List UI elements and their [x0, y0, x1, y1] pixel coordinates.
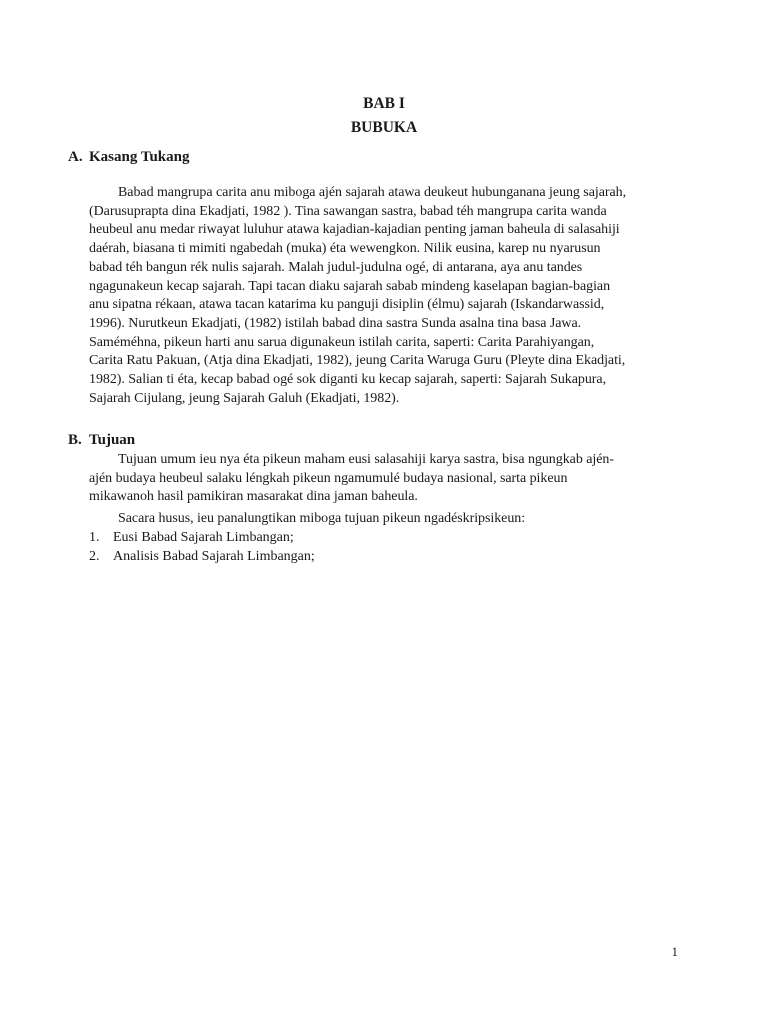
paragraph-line: heubeul anu medar riwayat luluhur atawa kajadian-kajadian penting jaman baheula di salasahiji [89, 222, 620, 238]
list-item [89, 548, 315, 567]
paragraph-line: daérah, biasana ti mimiti ngabedah (muka) éta wewengkon. Nilik eusina, karep nu nyarusun [89, 241, 601, 257]
paragraph-tujuan-umum [89, 451, 671, 507]
chapter-number: BAB I [363, 95, 405, 112]
section-title: Kasang Tukang [89, 149, 190, 165]
section-heading-kasang-tukang [68, 149, 189, 166]
page-number: 1 [671, 944, 678, 959]
paragraph-line: Carita Ratu Pakuan, (Atja dina Ekadjati, 1982), jeung Carita Waruga Guru (Pleyte dina Ekadjati, [89, 353, 626, 369]
list-text: Eusi Babad Sajarah Limbangan; [113, 530, 294, 545]
objectives-list [89, 529, 315, 566]
chapter-title: BUBUKA [350, 119, 418, 136]
section-letter: B. [68, 432, 82, 448]
paragraph-line: Saméméhna, pikeun harti anu sarua digunakeun istilah carita, saperti: Carita Parahiyangan, [89, 334, 595, 350]
paragraph-line: Sajarah Cijulang, jeung Sajarah Galuh (Ekadjati, 1982). [89, 390, 400, 406]
paragraph-line: Tujuan umum ieu nya éta pikeun maham eusi salasahiji karya sastra, bisa ngungkab ajén- [118, 452, 614, 467]
section-letter: A. [68, 149, 83, 165]
paragraph-tujuan-husus [89, 510, 671, 529]
paragraph-line: 1982). Salian ti éta, kecap babad ogé sok diganti ku kecap sajarah, saperti: Sajarah Sukapura, [89, 372, 607, 388]
paragraph-line: mikawanoh hasil pamikiran masarakat dina jaman baheula. [89, 489, 418, 505]
paragraph-line: 1996). Nurutkeun Ekadjati, (1982) istilah babad dina sastra Sunda asalna tina basa Jawa. [89, 315, 582, 331]
paragraph-line: Sacara husus, ieu panalungtikan miboga tujuan pikeun ngadéskripsikeun: [118, 511, 526, 526]
list-item [89, 529, 315, 548]
paragraph-line: Babad mangrupa carita anu miboga ajén sajarah atawa deukeut hubunganana jeung sajarah, [118, 185, 627, 200]
list-number: 1. [89, 530, 100, 545]
section-heading-tujuan [68, 432, 135, 449]
paragraph-kasang-tukang [89, 184, 671, 408]
paragraph-line: anu sipatna rékaan, atawa tacan katarima ku panguji disiplin (élmu) sajarah (Iskandarwassid, [89, 297, 605, 313]
paragraph-line: babad téh bangun rék nulis sajarah. Malah judul-judulna ogé, di antarana, aya anu tandes [89, 259, 583, 275]
paragraph-line: (Darusuprapta dina Ekadjati, 1982 ). Tina sawangan sastra, babad téh mangrupa carita wanda [89, 203, 607, 219]
list-text: Analisis Babad Sajarah Limbangan; [113, 548, 315, 564]
paragraph-line: ajén budaya heubeul salaku léngkah pikeun ngamumulé budaya nasional, sarta pikeun [89, 470, 568, 486]
paragraph-line: ngagunakeun kecap sajarah. Tapi tacan diaku sajarah sabab mindeng kaselapan bagian-bagian [89, 278, 611, 294]
list-number: 2. [89, 548, 100, 564]
section-title: Tujuan [89, 432, 136, 448]
